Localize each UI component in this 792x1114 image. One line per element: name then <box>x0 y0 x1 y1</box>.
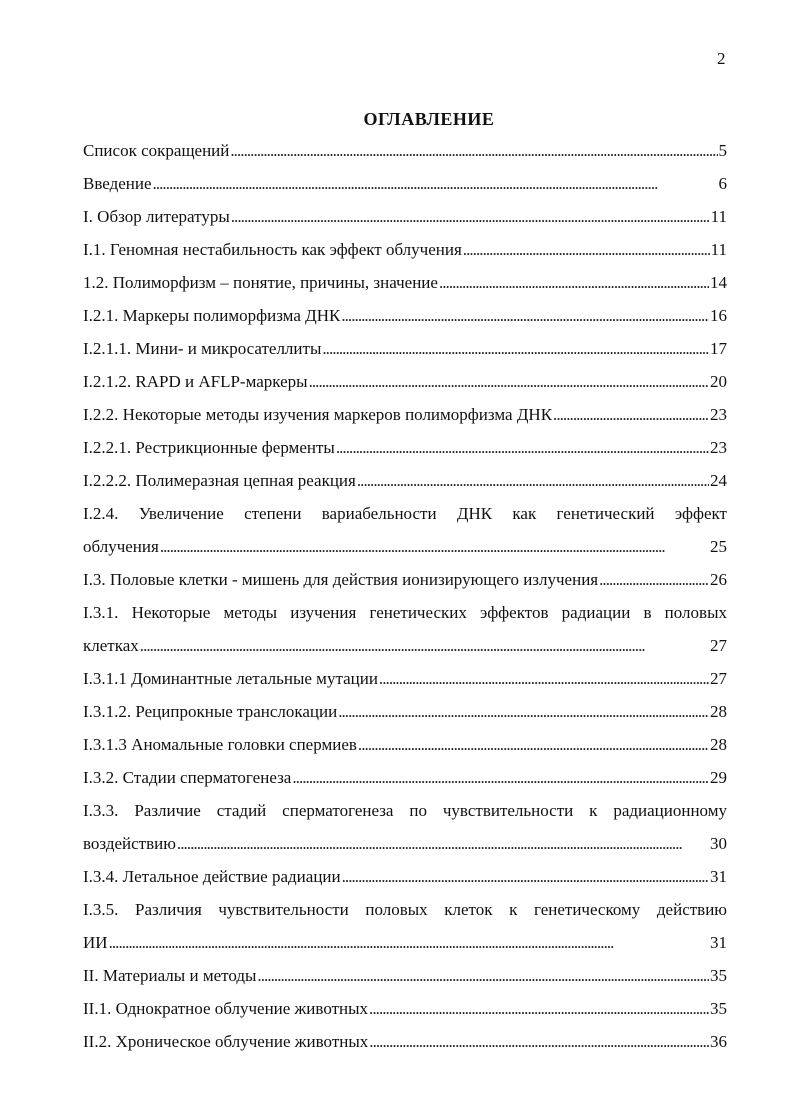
toc-entry <box>83 702 727 735</box>
toc-entry <box>83 966 727 999</box>
toc-entry <box>83 471 727 504</box>
toc-entry-label: Введение <box>83 174 152 193</box>
toc-leader-dots <box>338 702 709 722</box>
toc-entry-page: 35 <box>710 966 727 985</box>
toc-leader-dots <box>553 405 709 425</box>
toc-leader-dots <box>109 933 709 953</box>
toc-leader-dots <box>357 471 709 491</box>
toc-entry <box>83 207 727 240</box>
toc-entry <box>83 735 727 768</box>
toc-entry-label: I.2.1. Маркеры полиморфизма ДНК <box>83 306 341 325</box>
toc-entry-label: II.2. Хроническое облучение животных <box>83 1032 369 1051</box>
toc-leader-dots <box>358 735 709 755</box>
toc-leader-dots <box>369 1032 709 1052</box>
toc-entry-page: 27 <box>710 669 727 688</box>
toc-entry-label: Список сокращений <box>83 141 230 160</box>
toc-entry-label: клетках <box>83 636 139 655</box>
toc-entry-label: I.3.2. Стадии сперматогенеза <box>83 768 292 787</box>
toc-entry-label: I.2.1.1. Мини- и микросателлиты <box>83 339 322 358</box>
toc-entry-label: II.1. Однократное облучение животных <box>83 999 369 1018</box>
toc-entry-page: 16 <box>710 306 727 325</box>
toc-entry-label: I. Обзор литературы <box>83 207 230 226</box>
toc-entry-label: облучения <box>83 537 159 556</box>
toc-entry <box>83 141 727 174</box>
toc-entry <box>83 636 727 669</box>
toc-entry-page: 23 <box>710 438 727 457</box>
toc-entry-page: 27 <box>710 636 727 655</box>
toc-entry-page: 23 <box>710 405 727 424</box>
toc-leader-dots <box>341 306 709 326</box>
toc-entry <box>83 669 727 702</box>
toc-entry <box>83 306 727 339</box>
toc-entry-line1 <box>83 900 727 933</box>
toc-leader-dots <box>369 999 709 1019</box>
toc-entry <box>83 768 727 801</box>
toc-leader-dots <box>177 834 709 854</box>
toc-entry-page: 30 <box>710 834 727 853</box>
toc-entry-label: I.3.1.2. Реципрокные транслокации <box>83 702 338 721</box>
toc-leader-dots <box>599 570 709 590</box>
toc-leader-dots <box>342 867 709 887</box>
toc-entry <box>83 999 727 1032</box>
toc-entry-page: 20 <box>710 372 727 391</box>
toc-entry-line1 <box>83 603 727 636</box>
toc-entry-line1 <box>83 504 727 537</box>
toc-entry <box>83 438 727 471</box>
toc-entry <box>83 1032 727 1065</box>
toc-entry-page: 25 <box>710 537 727 556</box>
toc-entry-label: I.3. Половые клетки - мишень для действия ионизирующего излучения <box>83 570 599 589</box>
toc-entry-page: 5 <box>718 141 727 160</box>
toc-entry-label-line1: I.3.1. Некоторые методы изучения генетических эффектов радиации в половых <box>83 603 727 622</box>
toc-leader-dots <box>140 636 709 656</box>
table-of-contents <box>83 141 727 1065</box>
toc-entry-label: I.3.1.1 Доминантные летальные мутации <box>83 669 378 688</box>
toc-leader-dots <box>309 372 709 392</box>
toc-entry <box>83 933 727 966</box>
toc-entry-page: 26 <box>710 570 727 589</box>
toc-entry-page: 31 <box>710 867 727 886</box>
toc-entry-label: I.2.2.2. Полимеразная цепная реакция <box>83 471 356 490</box>
toc-leader-dots <box>439 273 709 293</box>
toc-entry-label-line1: I.2.4. Увеличение степени вариабельности ДНК как генетический эффект <box>83 504 727 523</box>
toc-entry <box>83 240 727 273</box>
toc-entry-label: I.3.4. Летальное действие радиации <box>83 867 341 886</box>
toc-entry-page: 29 <box>710 768 727 787</box>
toc-entry-label-line1: I.3.5. Различия чувствительности половых клеток к генетическому действию <box>83 900 727 919</box>
toc-leader-dots <box>379 669 709 689</box>
toc-entry <box>83 339 727 372</box>
toc-leader-dots <box>230 141 717 161</box>
toc-leader-dots <box>336 438 709 458</box>
toc-entry <box>83 405 727 438</box>
toc-entry-label: II. Материалы и методы <box>83 966 257 985</box>
toc-entry <box>83 273 727 306</box>
toc-entry <box>83 867 727 900</box>
toc-leader-dots <box>160 537 709 557</box>
page-title: ОГЛАВЛЕНИЕ <box>363 109 495 129</box>
toc-leader-dots <box>292 768 709 788</box>
toc-entry-label: I.2.1.2. RAPD и AFLP-маркеры <box>83 372 308 391</box>
toc-entry-label: I.2.2. Некоторые методы изучения маркеров полиморфизма ДНК <box>83 405 553 424</box>
toc-entry-label: I.2.2.1. Рестрикционные ферменты <box>83 438 335 457</box>
toc-entry-label: I.1. Геномная нестабильность как эффект облучения <box>83 240 462 259</box>
toc-entry <box>83 174 727 207</box>
toc-entry <box>83 372 727 405</box>
toc-entry <box>83 537 727 570</box>
toc-entry-page: 28 <box>710 702 727 721</box>
toc-leader-dots <box>322 339 709 359</box>
toc-entry-page: 28 <box>710 735 727 754</box>
toc-entry <box>83 570 727 603</box>
toc-leader-dots <box>231 207 710 227</box>
toc-entry-label: воздействию <box>83 834 176 853</box>
toc-entry-page: 11 <box>710 240 727 259</box>
toc-entry-label: 1.2. Полиморфизм – понятие, причины, значение <box>83 273 438 292</box>
toc-entry-page: 24 <box>710 471 727 490</box>
toc-leader-dots <box>257 966 709 986</box>
toc-entry-page: 31 <box>710 933 727 952</box>
toc-entry-line1 <box>83 801 727 834</box>
toc-leader-dots <box>153 174 718 194</box>
toc-entry <box>83 834 727 867</box>
toc-entry-page: 17 <box>710 339 727 358</box>
toc-entry-label-line1: I.3.3. Различие стадий сперматогенеза по чувствительности к радиационному <box>83 801 727 820</box>
toc-entry-page: 36 <box>710 1032 727 1051</box>
toc-entry-page: 14 <box>710 273 727 292</box>
toc-leader-dots <box>463 240 710 260</box>
toc-entry-page: 6 <box>718 174 727 193</box>
toc-entry-label: I.3.1.3 Аномальные головки спермиев <box>83 735 357 754</box>
toc-entry-label: ИИ <box>83 933 108 952</box>
page-number: 2 <box>717 49 726 68</box>
toc-entry-page: 11 <box>710 207 727 226</box>
toc-entry-page: 35 <box>710 999 727 1018</box>
